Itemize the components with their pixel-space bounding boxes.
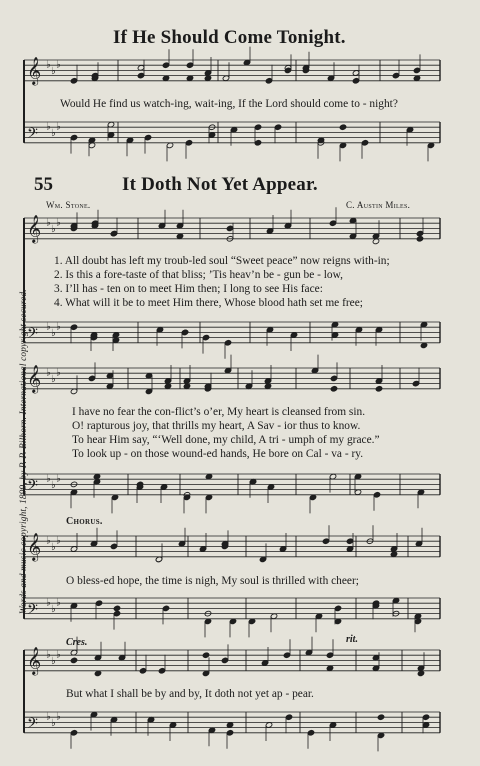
note-head: [70, 730, 77, 736]
note-head: [95, 600, 102, 606]
note-head: [352, 78, 359, 84]
note-head: [265, 78, 272, 84]
note-head: [416, 230, 423, 236]
note-head: [377, 714, 384, 720]
note-head: [373, 492, 380, 498]
flat-icon: ♭: [56, 321, 61, 333]
flat-icon: ♭: [51, 128, 56, 140]
note-head: [330, 375, 337, 381]
chorus-line-1: O bless-ed hope, the time is nigh, My soul is thrilled with cheer;: [66, 575, 359, 587]
chorus-line-2: But what I shall be by and by, It doth not yet ap - pear.: [66, 688, 314, 700]
note-head: [158, 668, 165, 674]
flat-icon: ♭: [51, 604, 56, 616]
note-head: [137, 72, 144, 78]
flat-icon: ♭: [56, 473, 61, 485]
note-head: [110, 230, 117, 236]
note-head: [322, 538, 329, 544]
note-head: [202, 652, 209, 658]
verse-4-line-2: To look up - on those wound-ed hands, He bore on Cal - va - ry.: [72, 448, 364, 460]
flat-icon: ♭: [56, 217, 61, 229]
treble-clef-icon: 𝄞: [27, 214, 42, 243]
note-head: [412, 380, 419, 386]
verse-1-line-2: I have no fear the con-flict’s o’er, My heart is cleansed from sin.: [72, 406, 366, 418]
flat-icon: ♭: [46, 649, 51, 661]
verse-4-line-1: 4. What will it be to meet Him there, Whose blood hath set me free;: [54, 297, 363, 309]
note-head: [416, 236, 423, 242]
verse-3-line-1: 3. I’ll has - ten on to meet Him then; I long to see His face:: [54, 283, 323, 295]
note-head: [224, 340, 231, 346]
flat-icon: ♭: [56, 597, 61, 609]
flat-icon: ♭: [46, 367, 51, 379]
flat-icon: ♭: [51, 374, 56, 386]
note-head: [162, 605, 169, 611]
flat-icon: ♭: [51, 656, 56, 668]
note-head: [144, 134, 151, 140]
bass-clef-icon: 𝄢: [27, 477, 38, 498]
prev-hymn-lyric: Would He find us watch-ing, wait-ing, If the Lord should come to - night?: [60, 98, 398, 110]
hymn-number: 55: [34, 174, 53, 195]
cres-marking: Cres.: [66, 637, 88, 648]
note-head: [326, 652, 333, 658]
note-head: [334, 605, 341, 611]
flat-icon: ♭: [56, 649, 61, 661]
copyright-notice: Words and music copyright, 1899, by P. P. Bilhorn. International copyright secured.: [18, 289, 28, 614]
note-head: [110, 543, 117, 549]
bass-clef-icon: 𝄢: [27, 715, 38, 736]
flat-icon: ♭: [51, 328, 56, 340]
verse-2-line-2: O! rapturous joy, that thrills my heart, A Sav - ior thus to know.: [72, 420, 361, 432]
note-head: [181, 329, 188, 335]
flat-icon: ♭: [46, 473, 51, 485]
note-head: [70, 78, 77, 84]
verse-3-line-2: To hear Him say, “‘Well done, my child, A tri - umph of my grace.”: [72, 434, 380, 446]
flat-icon: ♭: [46, 59, 51, 71]
note-head: [70, 657, 77, 663]
note-head: [413, 67, 420, 73]
verse-2-line-1: 2. Is this a fore-taste of that bliss; ’Tis heav’n be - gun be - low,: [54, 269, 343, 281]
note-head: [226, 225, 233, 231]
flat-icon: ♭: [56, 121, 61, 133]
flat-icon: ♭: [56, 59, 61, 71]
flat-icon: ♭: [51, 718, 56, 730]
hymn-title: It Doth Not Yet Appear.: [122, 174, 318, 195]
note-head: [422, 714, 429, 720]
note-head: [307, 730, 314, 736]
flat-icon: ♭: [56, 367, 61, 379]
note-head: [339, 124, 346, 130]
note-head: [70, 134, 77, 140]
note-head: [226, 730, 233, 736]
prev-hymn-title: If He Should Come Tonight.: [113, 27, 346, 48]
note-head: [185, 140, 192, 146]
note-head: [254, 124, 261, 130]
note-head: [162, 62, 169, 68]
note-head: [283, 652, 290, 658]
note-head: [254, 140, 261, 146]
note-head: [113, 605, 120, 611]
note-head: [88, 375, 95, 381]
note-head: [285, 714, 292, 720]
treble-clef-icon: 𝄞: [27, 532, 42, 561]
flat-icon: ♭: [56, 711, 61, 723]
note-head: [221, 657, 228, 663]
flat-icon: ♭: [46, 121, 51, 133]
note-head: [375, 386, 382, 392]
flat-icon: ♭: [51, 224, 56, 236]
flat-icon: ♭: [51, 66, 56, 78]
note-head: [392, 72, 399, 78]
note-head: [329, 220, 336, 226]
note-head: [202, 334, 209, 340]
note-head: [330, 386, 337, 392]
flat-icon: ♭: [46, 217, 51, 229]
note-head: [186, 62, 193, 68]
note-head: [113, 610, 120, 616]
flat-icon: ♭: [46, 711, 51, 723]
flat-icon: ♭: [46, 321, 51, 333]
flat-icon: ♭: [51, 542, 56, 554]
treble-clef-icon: 𝄞: [27, 364, 42, 393]
note-head: [70, 324, 77, 330]
words-credit: Wm. Stone.: [46, 200, 91, 210]
flat-icon: ♭: [56, 535, 61, 547]
note-head: [139, 668, 146, 674]
treble-clef-icon: 𝄞: [27, 56, 42, 85]
chorus-label: Chorus.: [66, 516, 103, 527]
bass-clef-icon: 𝄢: [27, 125, 38, 146]
note-head: [361, 140, 368, 146]
rit-marking: rit.: [346, 634, 358, 645]
verse-1-line-1: 1. All doubt has left my troub-led soul “Sweet peace” now reigns with-in;: [54, 255, 390, 267]
flat-icon: ♭: [51, 480, 56, 492]
note-head: [346, 538, 353, 544]
bass-clef-icon: 𝄢: [27, 601, 38, 622]
flat-icon: ♭: [46, 535, 51, 547]
note-head: [274, 124, 281, 130]
treble-clef-icon: 𝄞: [27, 646, 42, 675]
flat-icon: ♭: [46, 597, 51, 609]
music-credit: C. Austin Miles.: [346, 200, 411, 210]
bass-clef-icon: 𝄢: [27, 325, 38, 346]
